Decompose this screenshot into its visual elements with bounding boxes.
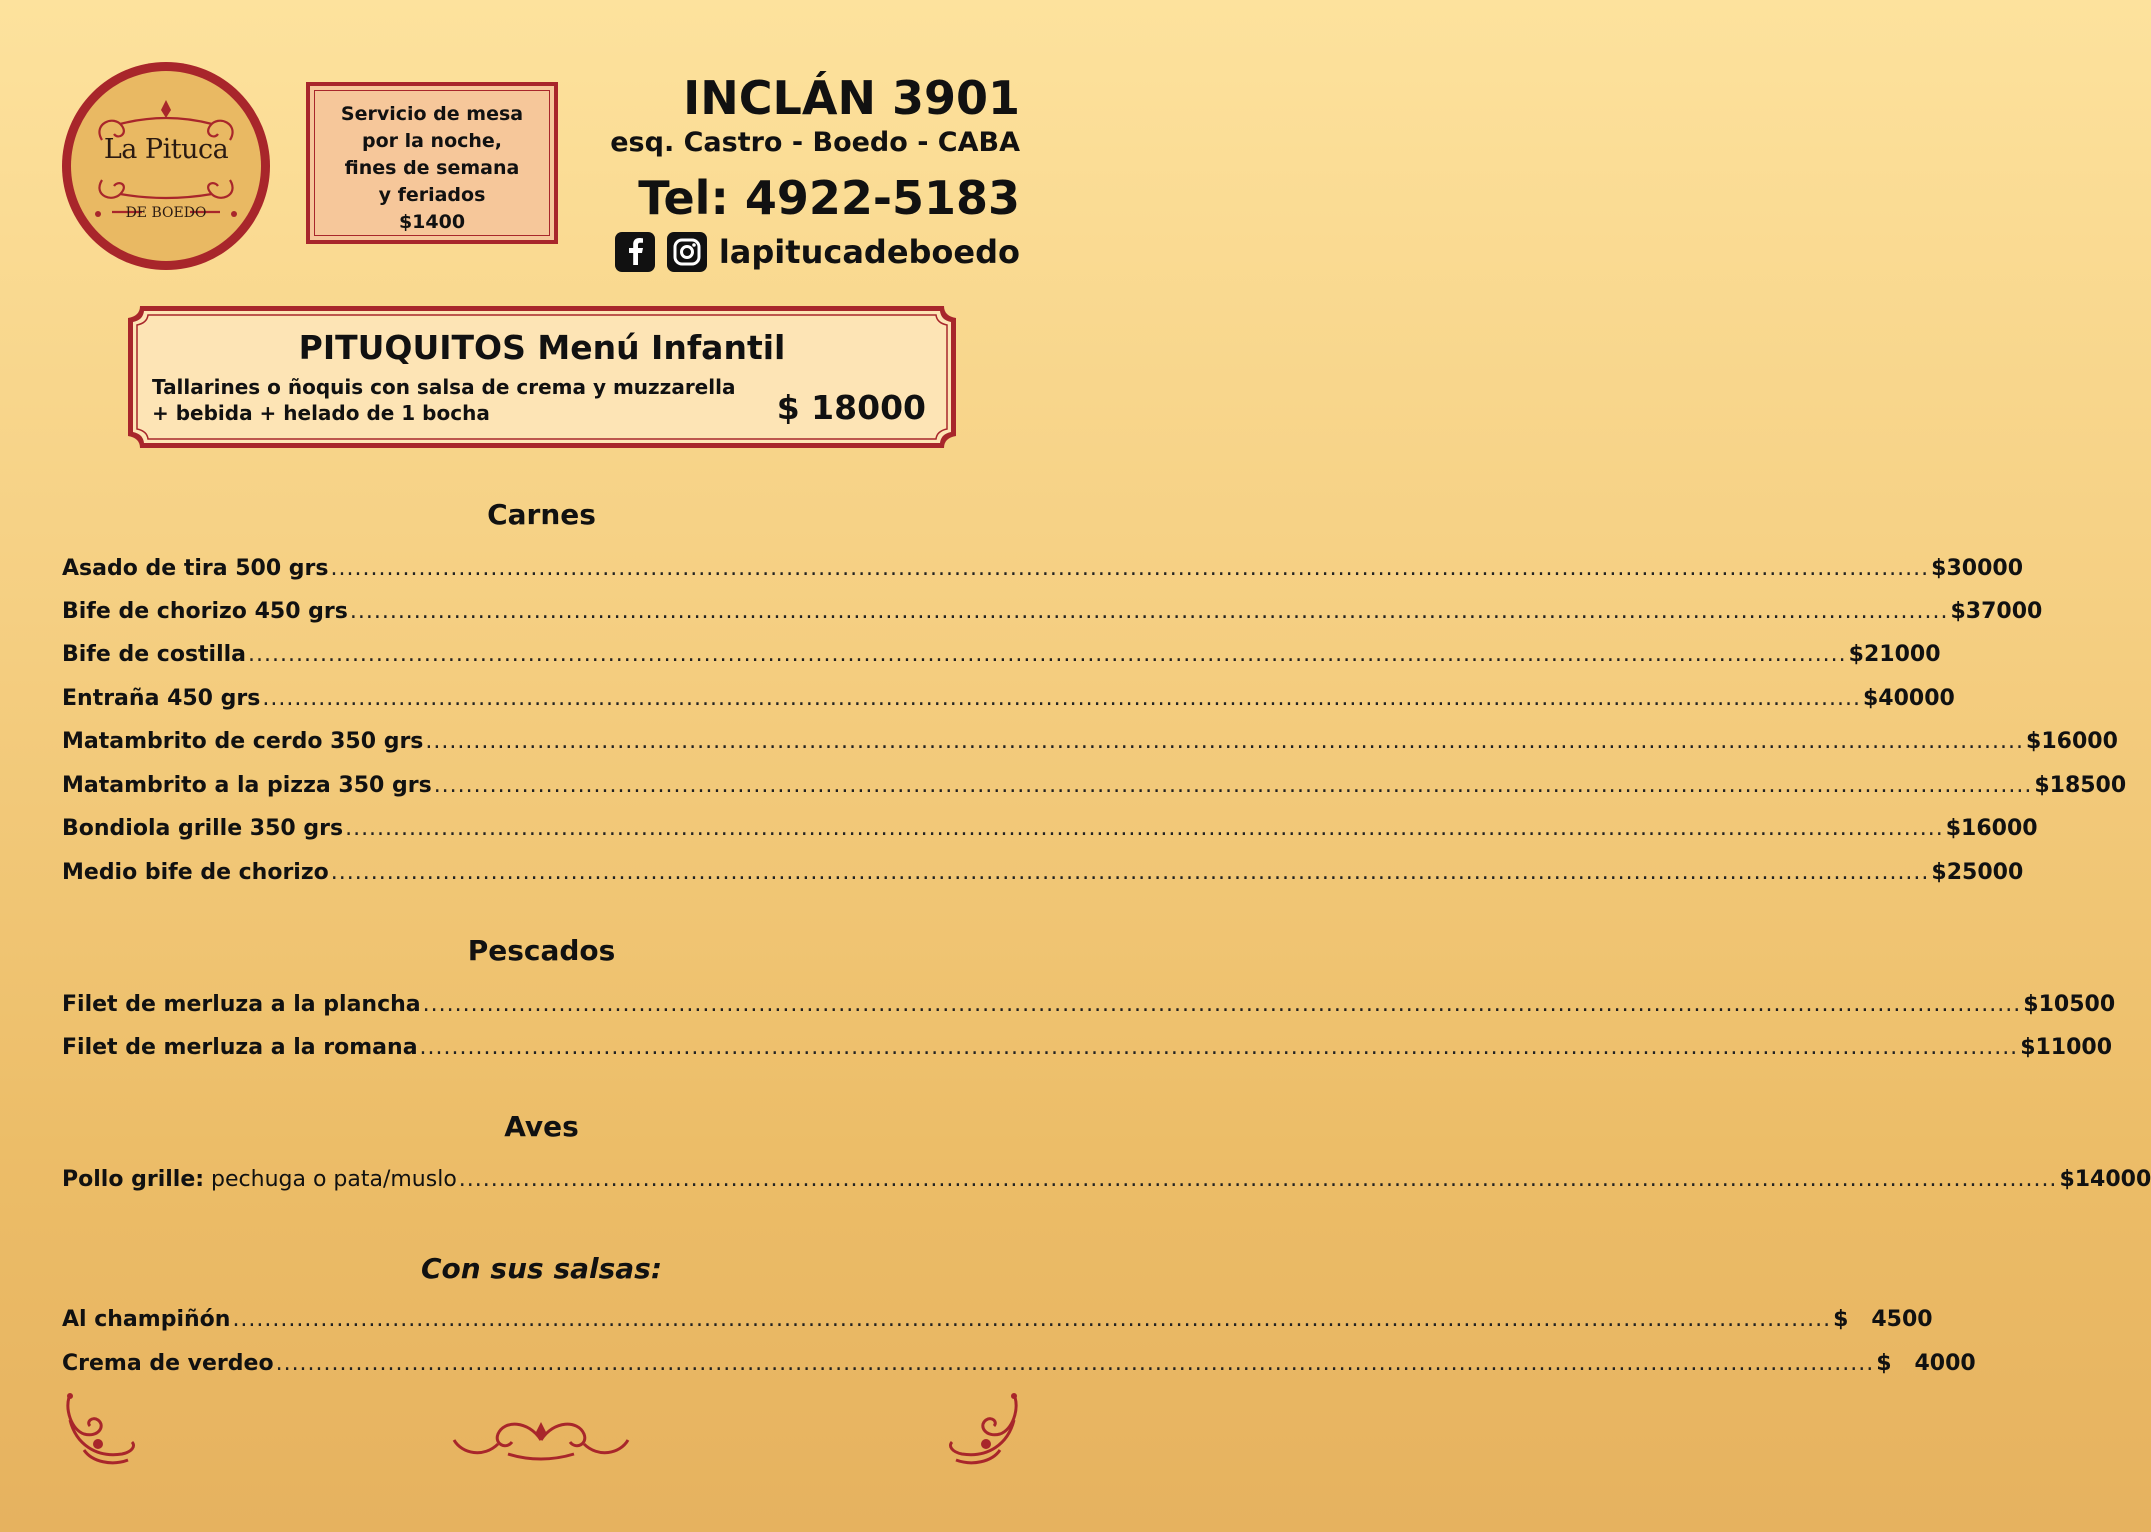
dot-leader: ........................................................................................................................................................................................................ — [345, 816, 1944, 841]
dot-leader: ........................................................................................................................................................................................................ — [275, 1351, 1875, 1376]
menu-item — [62, 554, 2024, 584]
dot-leader: ........................................................................................................................................................................................................ — [330, 860, 1930, 885]
service-line: y feriados — [378, 184, 486, 206]
section-title-salsas: Con sus salsas: — [420, 1252, 663, 1285]
item-price: $21000 — [1848, 642, 1941, 667]
item-name: Bondiola grille 350 grs — [62, 816, 344, 841]
item-price: $25000 — [1931, 860, 2024, 885]
section-title-pescados: Pescados — [467, 934, 616, 967]
section-title-carnes: Carnes — [487, 498, 596, 531]
item-price: $ 4000 — [1876, 1351, 1976, 1376]
item-name: Bife de chorizo 450 grs — [62, 599, 348, 624]
instagram-icon[interactable] — [667, 232, 707, 272]
dot-leader: ........................................................................................................................................................................................................ — [248, 642, 1847, 667]
menu-item — [62, 1033, 2113, 1063]
item-price: $ 4500 — [1833, 1307, 1933, 1332]
item-price: $16000 — [1945, 816, 2038, 841]
kids-menu-description: Tallarines o ñoquis con salsa de crema y muzzarella + bebida + helado de 1 bocha — [152, 375, 736, 425]
facebook-icon[interactable] — [615, 232, 655, 272]
logo-ornament-icon — [62, 62, 270, 270]
kids-menu-price: $ 18000 — [776, 388, 926, 427]
item-name: Pollo grille: pechuga o pata/muslo — [62, 1167, 457, 1192]
item-price: $14000 — [2059, 1167, 2151, 1192]
item-name: Asado de tira 500 grs — [62, 556, 329, 581]
item-name: Entraña 450 grs — [62, 686, 261, 711]
item-price: $37000 — [1950, 599, 2043, 624]
item-price: $10500 — [2023, 992, 2116, 1017]
item-name: Filet de merluza a la romana — [62, 1035, 418, 1060]
kids-menu-title: PITUQUITOS Menú Infantil — [298, 328, 786, 367]
item-price: $18500 — [2034, 773, 2127, 798]
logo-name: La Pituca — [103, 134, 229, 165]
dot-leader: ........................................................................................................................................................................................................ — [262, 686, 1861, 711]
restaurant-logo — [62, 62, 270, 270]
menu-item — [62, 858, 2024, 888]
dot-leader: ........................................................................................................................................................................................................ — [232, 1307, 1832, 1332]
menu-item — [62, 990, 2116, 1020]
dot-leader: ........................................................................................................................................................................................................ — [349, 599, 1949, 624]
dot-leader: ........................................................................................................................................................................................................ — [422, 992, 2022, 1017]
phone-number: Tel: 4922-5183 — [638, 171, 1020, 225]
service-price: $1400 — [398, 211, 466, 233]
corner-ornament-icon — [62, 1390, 142, 1470]
service-line: fines de semana — [344, 157, 520, 179]
menu-item — [62, 597, 2043, 627]
menu-item — [62, 1305, 1933, 1335]
social-block — [615, 228, 1020, 276]
address-block — [610, 70, 1020, 160]
dot-leader: ........................................................................................................................................................................................................ — [330, 556, 1930, 581]
menu-item — [62, 684, 1955, 714]
item-price: $16000 — [2026, 729, 2118, 754]
item-name: Medio bife de chorizo — [62, 860, 329, 885]
address-sub: esq. Castro - Boedo - CABA — [610, 127, 1020, 158]
service-line: Servicio de mesa — [340, 103, 524, 125]
menu-item — [62, 640, 1941, 670]
logo-subtitle: DE BOEDO — [125, 205, 207, 221]
menu-item — [62, 1349, 1976, 1379]
kids-menu-box — [124, 302, 960, 452]
social-handle[interactable]: lapitucadeboedo — [718, 233, 1020, 271]
center-ornament-icon — [448, 1414, 634, 1464]
dot-leader: ........................................................................................................................................................................................................ — [458, 1167, 2058, 1192]
item-price: $11000 — [2020, 1035, 2113, 1060]
item-name: Crema de verdeo — [62, 1351, 274, 1376]
item-price: $30000 — [1931, 556, 2024, 581]
item-price: $40000 — [1862, 686, 1955, 711]
item-name: Filet de merluza a la plancha — [62, 992, 421, 1017]
dot-leader: ........................................................................................................................................................................................................ — [419, 1035, 2019, 1060]
item-name: Al champiñón — [62, 1307, 231, 1332]
section-title-aves: Aves — [504, 1110, 579, 1143]
item-name: Matambrito a la pizza 350 grs — [62, 773, 432, 798]
menu-item — [62, 727, 2118, 757]
service-line: por la noche, — [361, 130, 503, 152]
menu-item — [62, 1165, 2151, 1195]
corner-ornament-icon — [942, 1390, 1022, 1470]
menu-item — [62, 814, 2038, 844]
item-name: Matambrito de cerdo 350 grs — [62, 729, 424, 754]
service-charge-box — [306, 82, 558, 244]
address: INCLÁN 3901 — [683, 71, 1020, 125]
dot-leader: ........................................................................................................................................................................................................ — [433, 773, 2033, 798]
menu-item — [62, 771, 2127, 801]
item-name: Bife de costilla — [62, 642, 247, 667]
dot-leader: ........................................................................................................................................................................................................ — [425, 729, 2025, 754]
